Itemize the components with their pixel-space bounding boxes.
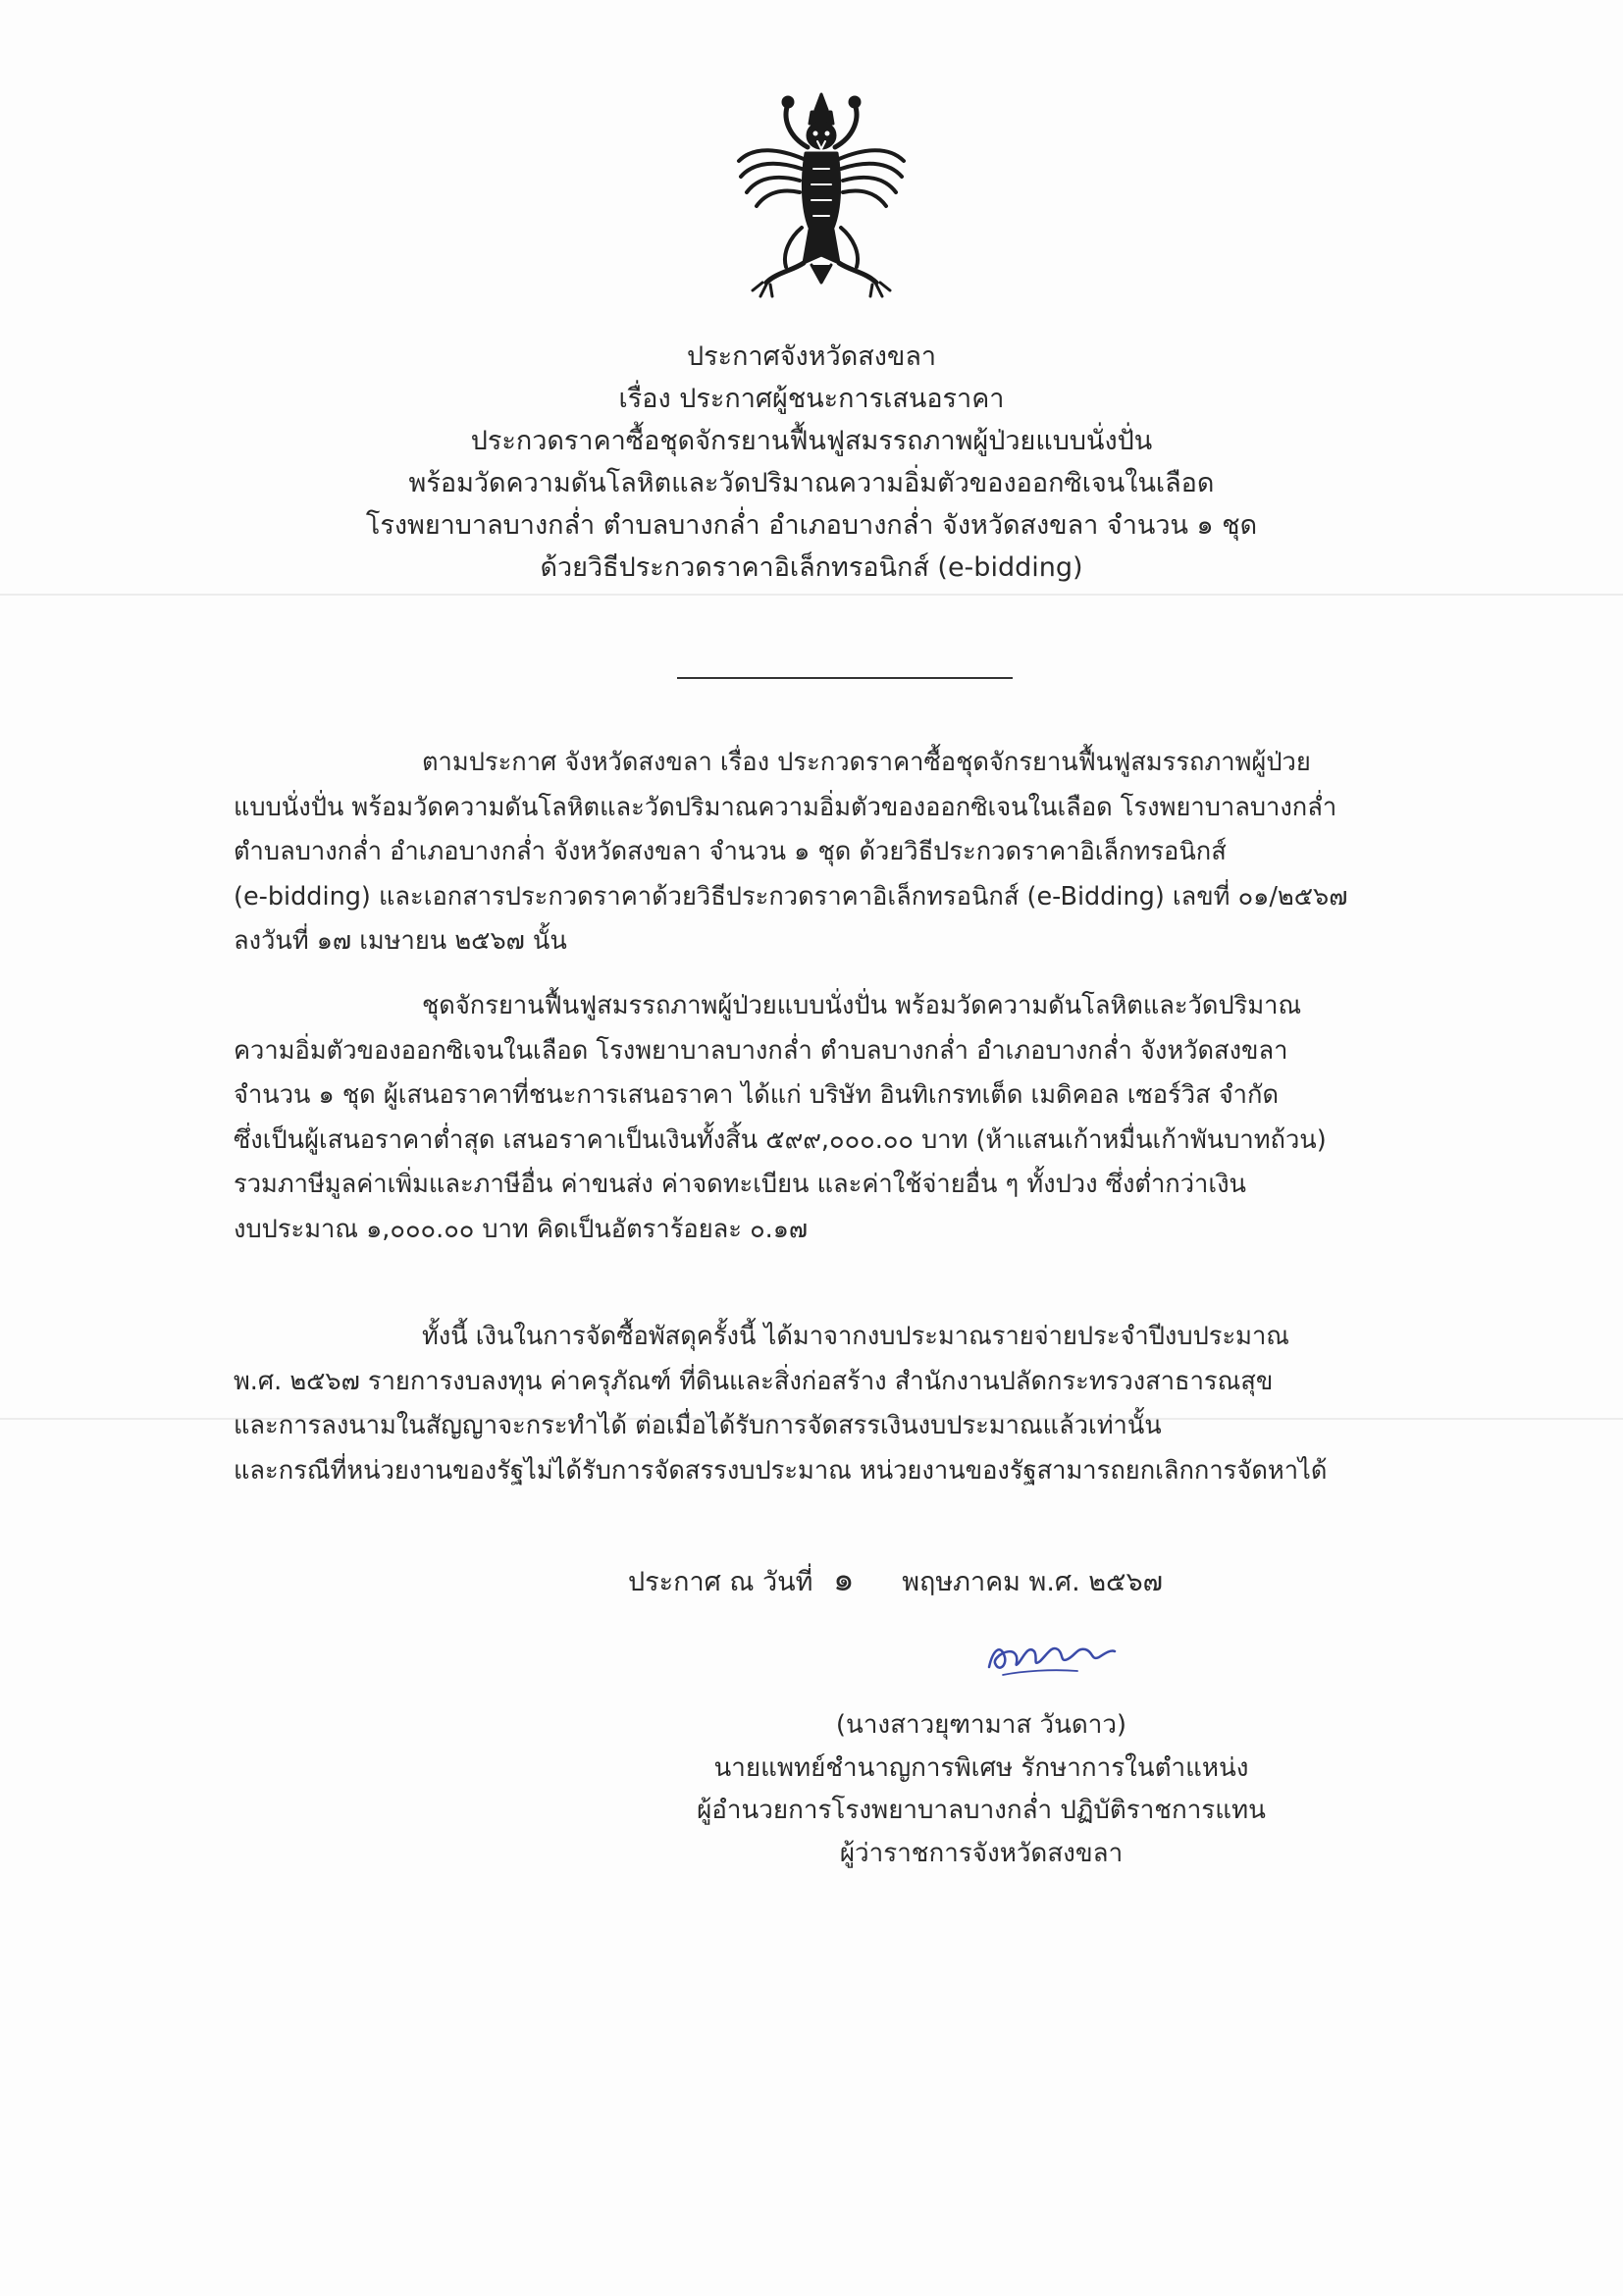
- paragraph-line: (e-bidding) และเอกสารประกวดราคาด้วยวิธีประกวดราคาอิเล็กทรอนิกส์ (e-Bidding) เลขที่ ๐๑/๒๕๖๗: [234, 881, 1348, 912]
- announcement-date: [628, 1560, 1163, 1602]
- subject-detail-line: พร้อมวัดความดันโลหิตและวัดปริมาณความอิ่มตัวของออกซิเจนในเลือด: [408, 468, 1215, 498]
- body-paragraph-1: [234, 741, 1472, 965]
- date-prefix: ประกาศ ณ วันที่: [628, 1567, 813, 1597]
- body-paragraph-3: [234, 1315, 1472, 1493]
- subject-detail-line: โรงพยาบาลบางกล่ำ ตำบลบางกล่ำ อำเภอบางกล่ำ จังหวัดสงขลา จำนวน ๑ ชุด: [365, 510, 1258, 541]
- body-paragraph-2: [234, 984, 1472, 1252]
- signatory-name: (นางสาวยุฑามาส วันดาว): [835, 1710, 1127, 1740]
- issuer-title: ประกาศจังหวัดสงขลา: [686, 341, 937, 372]
- subject-line: เรื่อง ประกาศผู้ชนะการเสนอราคา: [618, 384, 1005, 414]
- paragraph-line: ความอิ่มตัวของออกซิเจนในเลือด โรงพยาบาลบางกล่ำ ตำบลบางกล่ำ อำเภอบางกล่ำ จังหวัดสงขลา: [234, 1035, 1288, 1066]
- paragraph-line: รวมภาษีมูลค่าเพิ่มและภาษีอื่น ค่าขนส่ง ค่าจดทะเบียน และค่าใช้จ่ายอื่น ๆ ทั้งปวง ซึ่งต่ำกว่าเงิน: [234, 1170, 1246, 1199]
- paragraph-line: จำนวน ๑ ชุด ผู้เสนอราคาที่ชนะการเสนอราคา ได้แก่ บริษัท อินทิเกรทเต็ด เมดิคอล เซอร์วิส จำกัด: [234, 1080, 1279, 1110]
- paragraph-line: ทั้งนี้ เงินในการจัดซื้อพัสดุครั้งนี้ ได้มาจากงบประมาณรายจ่ายประจำปีงบประมาณ: [422, 1322, 1289, 1351]
- header-divider: [677, 677, 1013, 679]
- subject-detail-line: ประกวดราคาซื้อชุดจักรยานฟื้นฟูสมรรถภาพผู้ป่วยแบบนั่งปั่น: [470, 426, 1153, 456]
- paragraph-line: พ.ศ. ๒๕๖๗ รายการงบลงทุน ค่าครุภัณฑ์ ที่ดินและสิ่งก่อสร้าง สำนักงานปลัดกระทรวงสาธารณสุข: [234, 1366, 1274, 1396]
- date-day: ๑: [833, 1560, 855, 1599]
- handwritten-signature: [983, 1624, 1121, 1683]
- date-month-year: พฤษภาคม พ.ศ. ๒๕๖๗: [902, 1567, 1163, 1597]
- paragraph-line: และการลงนามในสัญญาจะกระทำได้ ต่อเมื่อได้รับการจัดสรรเงินงบประมาณแล้วเท่านั้น: [234, 1411, 1162, 1440]
- announcement-header: [226, 336, 1397, 589]
- paragraph-line: ซึ่งเป็นผู้เสนอราคาต่ำสุด เสนอราคาเป็นเงินทั้งสิ้น ๕๙๙,๐๐๐.๐๐ บาท (ห้าแสนเก้าหมื่นเก้าพันบาทถ้วน): [234, 1124, 1327, 1155]
- garuda-emblem-icon: [733, 90, 910, 301]
- signatory-position: นายแพทย์ชำนาญการพิเศษ รักษาการในตำแหน่ง: [713, 1752, 1249, 1783]
- paragraph-line: และกรณีที่หน่วยงานของรัฐไม่ได้รับการจัดสรรงบประมาณ หน่วยงานของรัฐสามารถยกเลิกการจัดหาได้: [234, 1455, 1328, 1486]
- scan-artifact-line: [0, 594, 1623, 596]
- signatory-block: [589, 1704, 1374, 1875]
- signatory-position: ผู้อำนวยการโรงพยาบาลบางกล่ำ ปฏิบัติราชการแทน: [697, 1796, 1266, 1825]
- subject-detail-line: ด้วยวิธีประกวดราคาอิเล็กทรอนิกส์ (e-bidding): [540, 552, 1083, 583]
- signatory-position: ผู้ว่าราชการจังหวัดสงขลา: [839, 1838, 1124, 1868]
- paragraph-line: ตามประกาศ จังหวัดสงขลา เรื่อง ประกวดราคาซื้อชุดจักรยานฟื้นฟูสมรรถภาพผู้ป่วย: [422, 748, 1311, 777]
- paragraph-line: แบบนั่งปั่น พร้อมวัดความดันโลหิตและวัดปริมาณความอิ่มตัวของออกซิเจนในเลือด โรงพยาบาลบางกล่ำ: [234, 792, 1337, 822]
- paragraph-line: งบประมาณ ๑,๐๐๐.๐๐ บาท คิดเป็นอัตราร้อยละ ๐.๑๗: [234, 1214, 809, 1244]
- paragraph-line: ลงวันที่ ๑๗ เมษายน ๒๕๖๗ นั้น: [234, 926, 567, 956]
- paragraph-line: ตำบลบางกล่ำ อำเภอบางกล่ำ จังหวัดสงขลา จำนวน ๑ ชุด ด้วยวิธีประกวดราคาอิเล็กทรอนิกส์: [234, 837, 1227, 866]
- paragraph-line: ชุดจักรยานฟื้นฟูสมรรถภาพผู้ป่วยแบบนั่งปั่น พร้อมวัดความดันโลหิตและวัดปริมาณ: [422, 991, 1302, 1020]
